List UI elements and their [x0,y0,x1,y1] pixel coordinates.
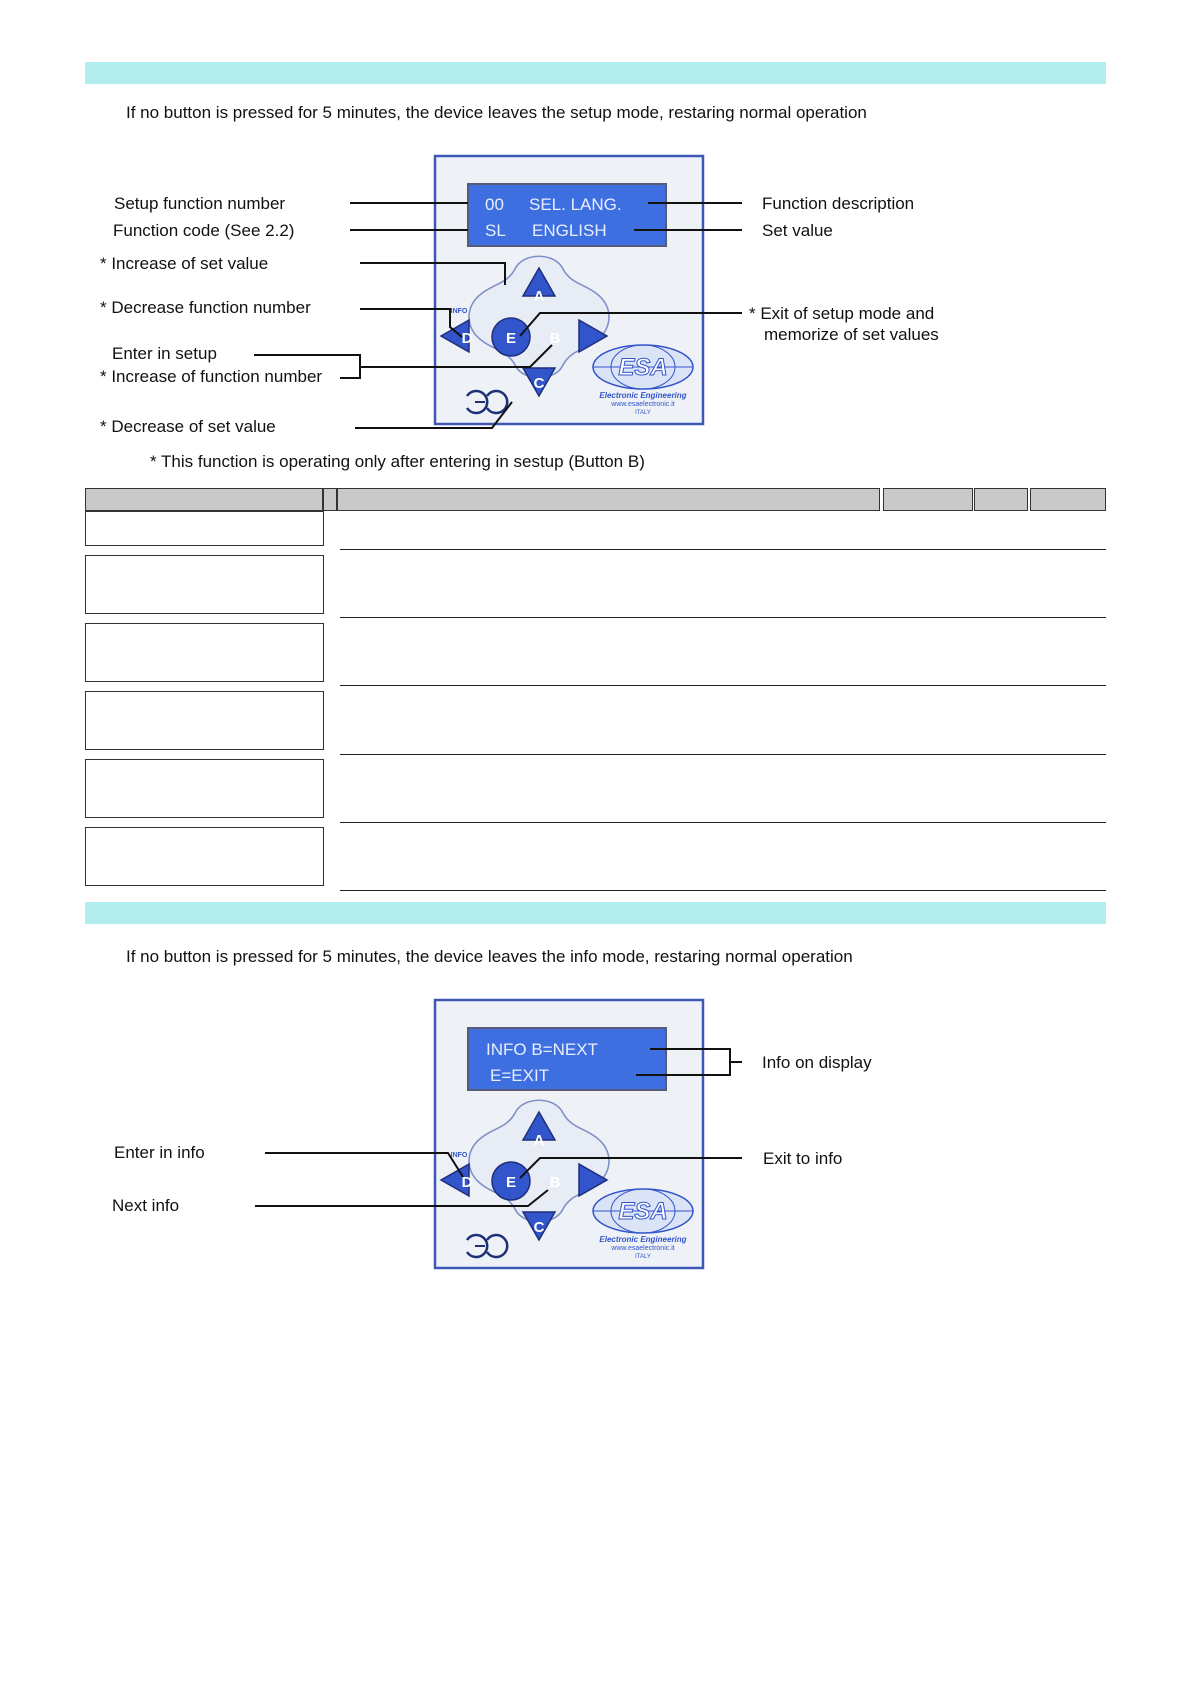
info-tag-info: INFO [450,1152,468,1159]
esa-logo-setup: ESA [618,354,668,381]
setup-timeout-note: If no button is pressed for 5 minutes, the device leaves the setup mode, restaring normal operation [126,103,867,122]
lcd-setup-code: SL [485,221,506,240]
label-function-code: Function code (See 2.2) [113,221,295,240]
label-exit-to-info: Exit to info [763,1149,843,1168]
button-d-label: D [461,330,473,347]
info-timeout-note: If no button is pressed for 5 minutes, the device leaves the info mode, restaring normal operation [126,947,853,966]
label-increase-function-number: * Increase of function number [100,367,323,386]
label-info-on-display: Info on display [762,1053,872,1072]
svg-text:C: C [533,1219,545,1236]
table-row-separator [340,754,1106,755]
lcd-setup-num: 00 [485,195,504,214]
esa-sub-setup: Electronic Engineering [599,391,687,400]
svg-text:A: A [533,1132,545,1149]
svg-text:B: B [549,1174,561,1191]
table-row-separator [340,822,1106,823]
button-b-label: B [549,330,561,347]
table-row-box [85,759,324,818]
label-function-description: Function description [762,194,915,213]
table-row-separator [340,617,1106,618]
lcd-setup-title: SEL. LANG. [529,195,622,214]
button-c-label: C [533,375,545,392]
lcd-setup-value: ENGLISH [532,221,607,240]
button-e-label: E [505,330,517,347]
table-row-box [85,827,324,886]
esa-country-setup: ITALY [635,410,651,416]
label-enter-in-info: Enter in info [114,1143,205,1162]
esa-url-setup: www.esaelectronic.it [611,401,675,408]
esa-logo-info: ESA [618,1198,668,1225]
table-row-box [85,511,324,546]
table-row-separator [340,685,1106,686]
table-header-cell-2 [323,488,337,511]
label-set-value: Set value [762,221,833,240]
table-header-cell-4 [883,488,973,511]
label-decrease-function-number: * Decrease function number [100,298,311,317]
table-row-box [85,623,324,682]
table-header-cell-1 [85,488,323,511]
table-row-box [85,555,324,614]
table-row-separator [340,549,1106,550]
setup-footnote: * This function is operating only after entering in sestup (Button B) [150,452,645,471]
svg-text:www.esaelectronic.it: www.esaelectronic.it [611,1245,675,1252]
svg-text:Electronic Engineering: Electronic Engineering [599,1235,687,1244]
table-header-cell-3 [337,488,880,511]
label-next-info: Next info [112,1196,180,1215]
svg-text:D: D [461,1174,473,1191]
table-row-box [85,691,324,750]
label-increase-set-value: * Increase of set value [100,254,269,273]
label-exit-setup-line1: * Exit of setup mode and [749,304,935,323]
lcd-info-line1: INFO B=NEXT [486,1040,598,1059]
label-enter-in-setup: Enter in setup [112,344,217,363]
svg-text:E: E [505,1174,517,1191]
label-exit-setup-line2: memorize of set values [764,325,939,344]
svg-text:ITALY: ITALY [635,1254,651,1260]
label-decrease-set-value: * Decrease of set value [100,417,276,436]
button-a-label: A [533,288,545,305]
lcd-info-line2: E=EXIT [490,1066,550,1085]
table-header-cell-5 [974,488,1028,511]
label-setup-function-number: Setup function number [114,194,286,213]
table-header-cell-6 [1030,488,1106,511]
info-tag-setup: INFO [450,308,468,315]
table-row-separator [340,890,1106,891]
